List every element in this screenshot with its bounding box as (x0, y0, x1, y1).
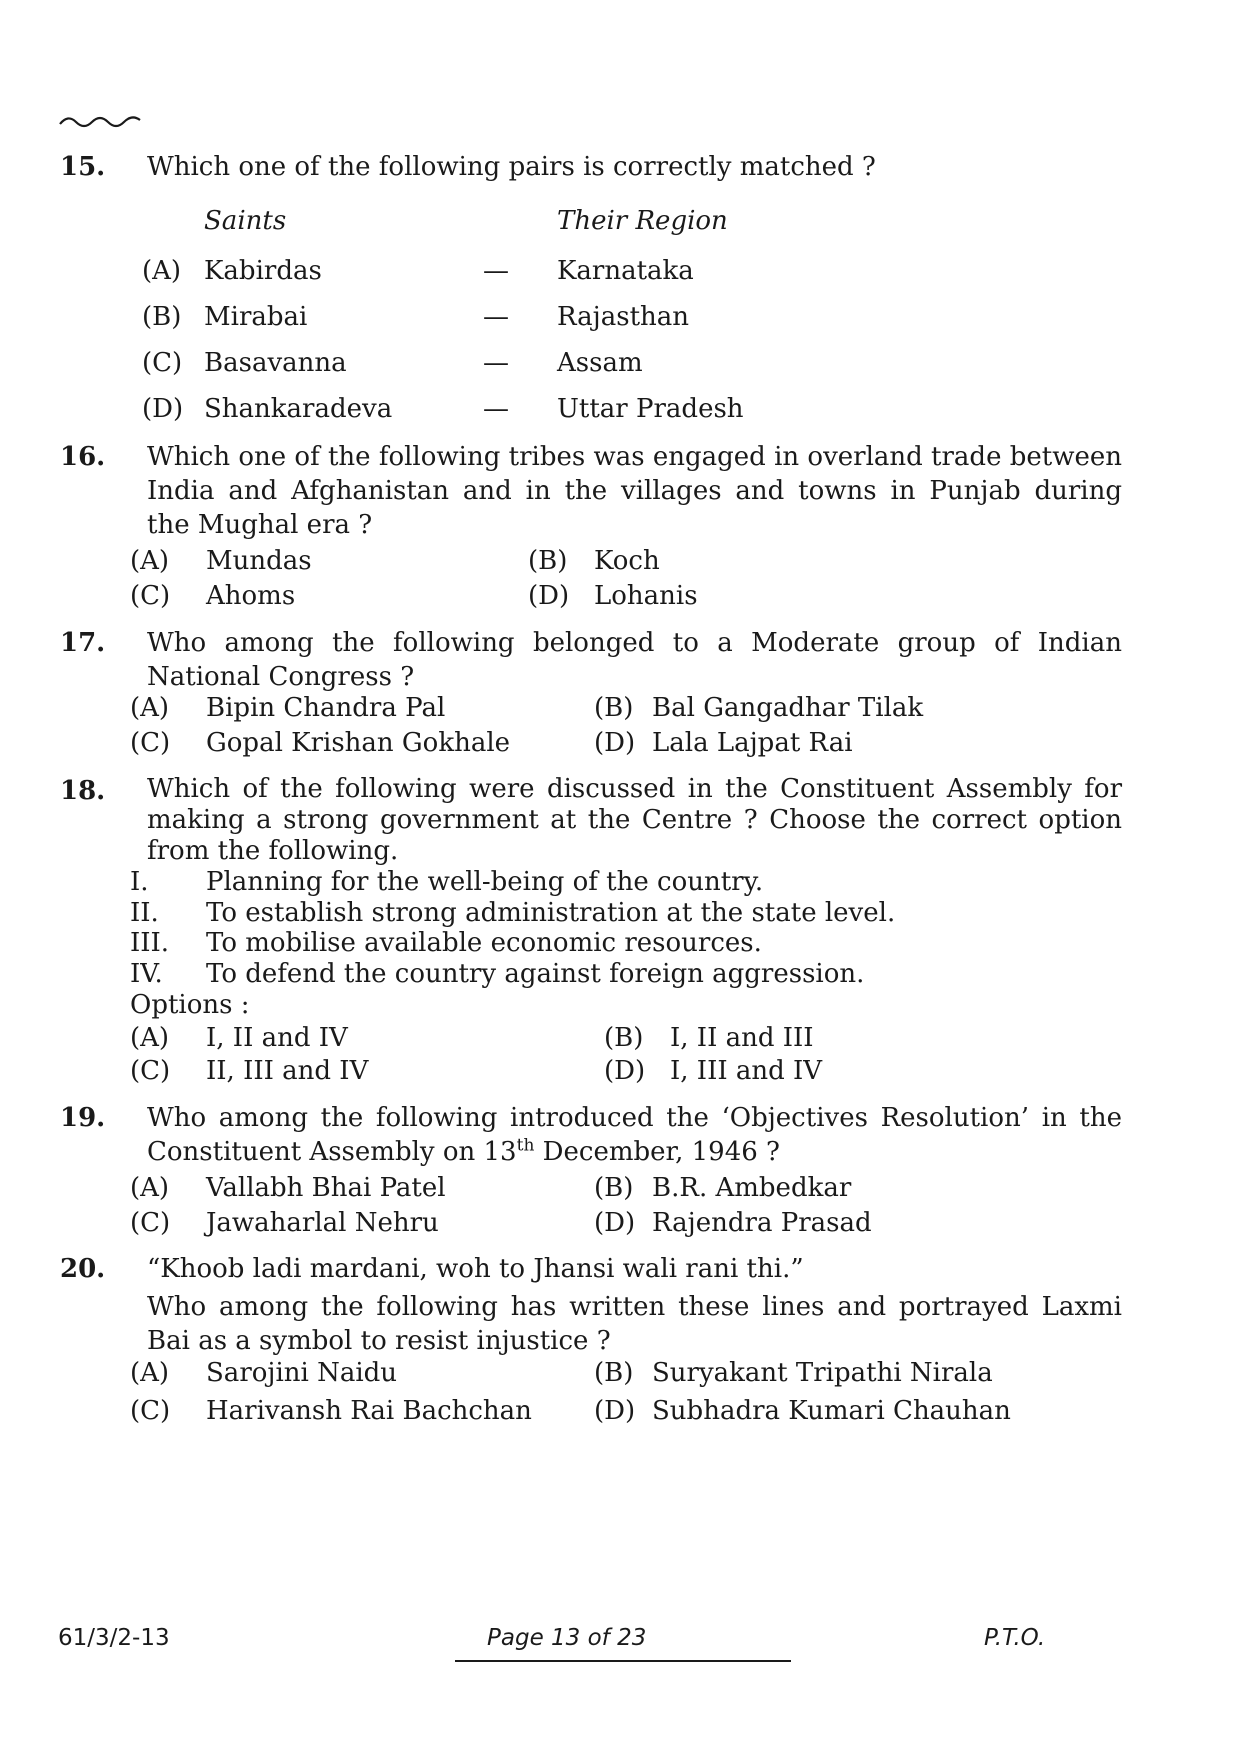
option-label: (D) (528, 581, 570, 611)
option-label: (A) (130, 693, 170, 723)
paper-code: 61/3/2-13 (58, 1625, 170, 1651)
question-text (147, 1290, 1122, 1358)
option-text: Harivansh Rai Bachchan (206, 1396, 532, 1426)
option-text: Sarojini Naidu (206, 1358, 398, 1388)
quotation: “Khoob ladi mardani, woh to Jhansi wali rani thi.” (147, 1254, 804, 1284)
saint-name: Shankaradeva (204, 394, 393, 424)
region-name: Uttar Pradesh (557, 394, 744, 424)
option-text: B.R. Ambedkar (652, 1173, 852, 1203)
option-text: Bipin Chandra Pal (206, 693, 446, 723)
question-text: Which one of the following pairs is correctly matched ? (147, 152, 876, 182)
statement-text: To establish strong administration at the state level. (206, 898, 896, 928)
region-name: Rajasthan (557, 302, 690, 332)
statement-label: II. (130, 898, 159, 928)
line-part: December, 1946 ? (534, 1137, 780, 1167)
pto-label: P.T.O. (984, 1625, 1046, 1651)
statement-text: To mobilise available economic resources. (206, 928, 762, 958)
option-label: (B) (594, 1358, 634, 1388)
option-text: Gopal Krishan Gokhale (206, 728, 511, 758)
option-label: (D) (604, 1056, 646, 1086)
saint-name: Kabirdas (204, 256, 322, 286)
question-number: 18. (60, 776, 106, 806)
option-label: (D) (142, 394, 184, 424)
statement-label: IV. (130, 959, 163, 989)
option-text: Mundas (206, 546, 312, 576)
question-line: Who among the following introduced the ‘Objectives Resolution’ in the (147, 1103, 1122, 1133)
question-line: Who among the following has written these lines and portrayed Laxmi (147, 1292, 1122, 1322)
option-label: (D) (594, 1396, 636, 1426)
question-line: from the following. (147, 836, 399, 866)
option-label: (B) (142, 302, 182, 332)
region-name: Karnataka (557, 256, 694, 286)
option-label: (A) (130, 1173, 170, 1203)
option-label: (C) (130, 728, 171, 758)
question-20 (60, 1252, 1122, 1286)
question-number: 20. (60, 1254, 106, 1284)
column-heading-region: Their Region (557, 206, 728, 236)
option-label: (A) (130, 1023, 170, 1053)
question-line: the Mughal era ? (147, 510, 373, 540)
question-17 (60, 626, 1122, 694)
question-line: Who among the following belonged to a Moderate group of Indian (147, 628, 1122, 658)
question-20-body (60, 1290, 1122, 1358)
option-label: (B) (594, 693, 634, 723)
option-text: Suryakant Tripathi Nirala (652, 1358, 993, 1388)
option-label: (B) (594, 1173, 634, 1203)
question-text (147, 440, 1122, 542)
page-number: Page 13 of 23 (487, 1625, 647, 1651)
question-text (147, 1101, 1122, 1169)
question-number: 17. (60, 628, 106, 658)
option-label: (D) (594, 728, 636, 758)
question-line: Which of the following were discussed in the Constituent Assembly for (147, 774, 1122, 804)
line-part: Constituent Assembly on 13 (147, 1137, 517, 1167)
question-number: 16. (60, 442, 106, 472)
option-label: (C) (130, 1396, 171, 1426)
statement-label: III. (130, 928, 170, 958)
option-text: I, III and IV (670, 1056, 823, 1086)
options-heading: Options : (130, 990, 250, 1020)
saint-name: Basavanna (204, 348, 347, 378)
question-text (147, 774, 1122, 867)
option-text: Rajendra Prasad (652, 1208, 872, 1238)
option-text: Subhadra Kumari Chauhan (652, 1396, 1011, 1426)
region-name: Assam (557, 348, 643, 378)
superscript: th (516, 1135, 535, 1156)
question-line: National Congress ? (147, 662, 415, 692)
option-text: Koch (594, 546, 660, 576)
question-line: India and Afghanistan and in the villages and towns in Punjab during (147, 476, 1122, 506)
statement-text: Planning for the well-being of the country. (206, 867, 764, 897)
option-label: (B) (528, 546, 568, 576)
option-label: (A) (130, 546, 170, 576)
option-label: (A) (130, 1358, 170, 1388)
option-text: I, II and IV (206, 1023, 348, 1053)
statement-label: I. (130, 867, 149, 897)
option-text: I, II and III (670, 1023, 814, 1053)
column-heading-saints: Saints (204, 206, 287, 236)
dash: — (483, 394, 509, 424)
question-19 (60, 1101, 1122, 1171)
option-label: (C) (142, 348, 183, 378)
option-label: (C) (130, 1208, 171, 1238)
option-label: (C) (130, 581, 171, 611)
footer-underline (455, 1660, 791, 1662)
wave-decoration-icon (58, 112, 148, 132)
question-text (147, 626, 1122, 694)
option-text: Vallabh Bhai Patel (206, 1173, 446, 1203)
option-text: Lala Lajpat Rai (652, 728, 853, 758)
question-18 (60, 774, 1122, 876)
option-label: (B) (604, 1023, 644, 1053)
option-label: (C) (130, 1056, 171, 1086)
statement-text: To defend the country against foreign aggression. (206, 959, 865, 989)
option-label: (A) (142, 256, 182, 286)
question-line (147, 1135, 1122, 1169)
question-15 (60, 150, 1122, 184)
dash: — (483, 302, 509, 332)
saint-name: Mirabai (204, 302, 308, 332)
question-line: Which one of the following tribes was engaged in overland trade between (147, 442, 1122, 472)
option-text: II, III and IV (206, 1056, 369, 1086)
question-number: 15. (60, 152, 106, 182)
option-text: Ahoms (206, 581, 296, 611)
option-text: Lohanis (594, 581, 698, 611)
question-16 (60, 440, 1122, 542)
question-line: Bai as a symbol to resist injustice ? (147, 1326, 611, 1356)
dash: — (483, 256, 509, 286)
dash: — (483, 348, 509, 378)
question-line: making a strong government at the Centre ? Choose the correct option (147, 805, 1122, 835)
question-number: 19. (60, 1103, 106, 1133)
option-text: Jawaharlal Nehru (206, 1208, 439, 1238)
option-label: (D) (594, 1208, 636, 1238)
option-text: Bal Gangadhar Tilak (652, 693, 924, 723)
